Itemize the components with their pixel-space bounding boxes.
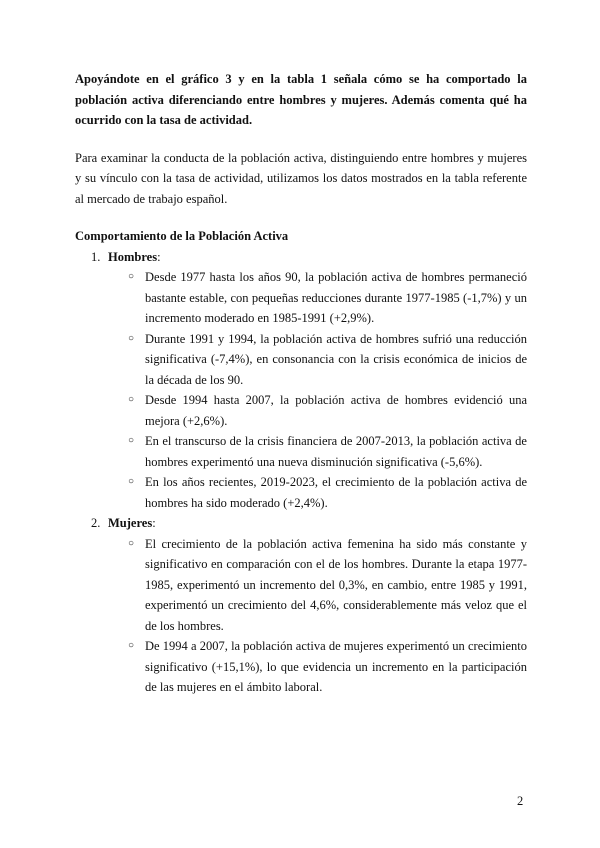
bullet-item: ○ En los años recientes, 2019-2023, el crecimiento de la población activa de hombres ha sido moderado (+2,4%).: [145, 472, 527, 513]
circle-bullet-icon: ○: [128, 271, 135, 282]
numbered-list: [75, 247, 527, 698]
list-item-mujeres: [75, 513, 527, 698]
bullet-item: ○ Durante 1991 y 1994, la población activa de hombres sufrió una reducción significativa (-7,4%), en consonancia con la crisis económica de inicios de la década de los 90.: [145, 329, 527, 391]
item-title-suffix: :: [157, 249, 161, 264]
document-page: [75, 69, 527, 698]
bullet-item: ○ En el transcurso de la crisis financiera de 2007-2013, la población activa de hombres experimentó una nueva disminución significativa (-5,6%).: [145, 431, 527, 472]
bullet-item: ○ El crecimiento de la población activa femenina ha sido más constante y significativo en comparación con el de los hombres. Durante la etapa 1977-1985, experimentó un incremento del 0,3%, en cambio, entre 1985 y 1991, experimentó un crecimiento del 4,6%, considerablemente más veloz que el de los hombres.: [145, 534, 527, 637]
circle-bullet-icon: ○: [128, 435, 135, 446]
circle-bullet-icon: ○: [128, 476, 135, 487]
bullet-list: [75, 534, 527, 698]
list-item-hombres: [75, 247, 527, 514]
circle-bullet-icon: ○: [128, 394, 135, 405]
section-title: Comportamiento de la Población Activa: [75, 229, 289, 243]
bullet-item: ○ Desde 1977 hasta los años 90, la población activa de hombres permaneció bastante estable, con pequeñas reducciones durante 1977-1985 (-1,7%) y un incremento moderado en 1985-1991 (+2,9%).: [145, 267, 527, 329]
circle-bullet-icon: ○: [128, 332, 135, 344]
circle-bullet-icon: ○: [128, 640, 135, 651]
bullet-item: ○ De 1994 a 2007, la población activa de mujeres experimentó un crecimiento significativo (+15,1%), lo que evidencia un incremento en la participación de las mujeres en el ámbito laboral.: [145, 636, 527, 698]
item-title: Hombres: [108, 249, 158, 264]
item-number: 2.: [91, 516, 101, 530]
item-title-suffix: :: [152, 516, 156, 530]
intro-paragraph: Para examinar la conducta de la población activa, distinguiendo entre hombres y mujeres y su vínculo con la tasa de actividad, utilizamos los datos mostrados en la tabla referente al mercado de trabajo español.: [75, 150, 527, 206]
item-number: 1.: [91, 249, 101, 264]
page-number: 2: [517, 794, 524, 808]
bullet-item: ○ Desde 1994 hasta 2007, la población activa de hombres evidenció una mejora (+2,6%).: [145, 390, 527, 431]
bullet-list: [75, 267, 527, 513]
item-title: Mujeres: [108, 516, 153, 530]
circle-bullet-icon: ○: [128, 537, 135, 549]
question-text: Apoyándote en el gráfico 3 y en la tabla 1 señala cómo se ha comportado la población activa diferenciando entre hombres y mujeres. Además comenta qué ha ocurrido con la tasa de actividad.: [75, 72, 527, 127]
